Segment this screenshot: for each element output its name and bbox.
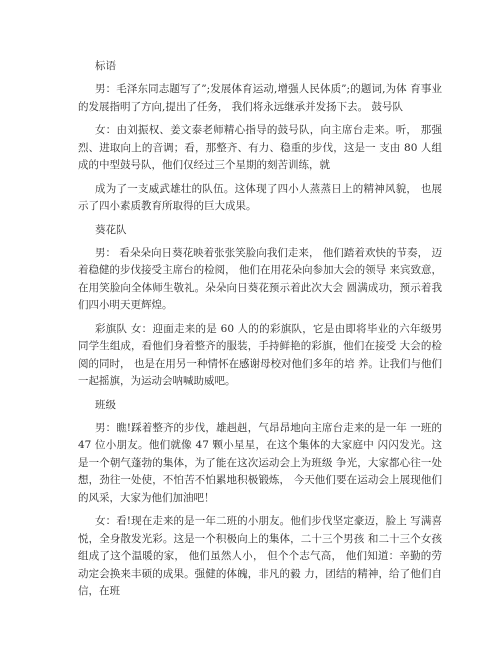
document-body (78, 58, 442, 606)
paragraph: 女：由刘振权、姜文泰老师精心指导的鼓号队，向主席台走来。听， 那强烈、进取向上的音调；看，那整齐、有力、稳重的步伐，这是一 支由 80 人组成的中型鼓号队，他们仅经过三个星期的刻苦训练，就 (78, 124, 442, 171)
section-heading-class: 班级 (95, 398, 116, 411)
section-heading-slogan: 标语 (95, 60, 116, 72)
paragraph: 男：瞧!踩着整齐的步伐，雄赳赳，气昂昂地向主席台走来的是一年 一班的 47 位小朋友。他们就像 47 颗小星星，在这个集体的大家庭中 闪闪发光。这是一个朝气蓬勃的集体，为了能在这次运动会上为班级 争光，大家都心往一处想，劲往一处使，不怕苦不怕累地积极锻炼， 今天他们要在运动会上展现他们的风采，大家为他们加油吧！ (78, 421, 442, 504)
paragraph: 男：毛泽东同志题写了”;发展体育运动,增强人民体质”;的题词,为体 育事业的发展指明了方向,提出了任务， 我们将永远继承并发扬下去。 鼓号队 (78, 83, 442, 113)
section-heading-sunflower-team: 葵花队 (95, 223, 127, 236)
paragraph: 男： 看朵朵向日葵花映着张张笑脸向我们走来， 他们踏着欢快的节奏， 迈着稳健的步伐接受主席台的检阅， 他们在用花朵向参加大会的领导 来宾致意，在用笑脸向全体师生敬礼。朵朵向日葵花预示着此次大会 圆满成功，预示着我们四小明天更辉煌。 (78, 246, 442, 311)
paragraph: 彩旗队 女：迎面走来的是 60 人的的彩旗队，它是由即将毕业的六年级男 同学生组成，看他们身着整齐的服装，手持鲜艳的彩旗，他们在接受 大会的检阅的同时， 也是在用另一种情怀在感谢母校对他们多年的培 养。让我们与他们一起摇旗，为运动会呐喊助威吧。 (78, 322, 442, 387)
paragraph: 女：看!现在走来的是一年二班的小朋友。他们步伐坚定豪迈，脸上 写满喜悦，全身散发光彩。这是一个积极向上的集体，二十三个男孩 和二十三个女孩组成了这个温暖的家， 他们虽然人小， 但个个志气高， 他们知道：辛勤的劳动定会换来丰硕的成果。强健的体魄，非凡的毅 力，团结的精神，给了他们自信，在班 (78, 515, 442, 597)
paragraph: 成为了一支威武雄壮的队伍。这体现了四小人蒸蒸日上的精神风貌， 也展示了四小素质教育所取得的巨大成果。 (78, 182, 442, 212)
